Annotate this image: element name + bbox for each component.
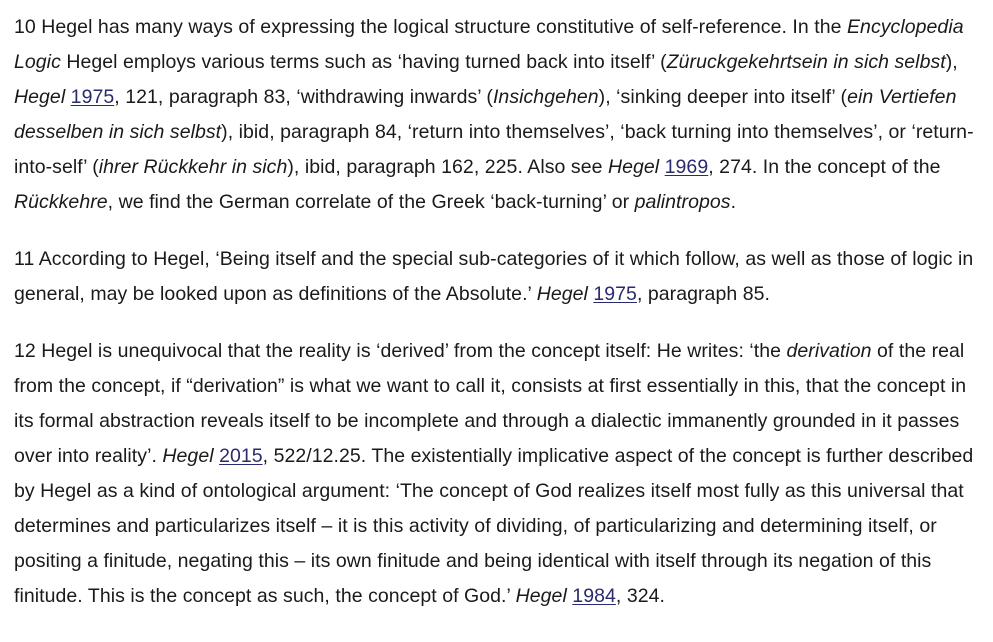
body-text: According to Hegel, ‘Being itself and the special sub-categories of it which follow, as well as those of logic in general, may be looked upon as definitions of the Absolute.’ [14,248,974,305]
footnote-11 [14,242,975,312]
emphasis-text: Hegel [162,445,214,467]
emphasis-text: Rückkehre [14,191,108,213]
body-text: ), ibid, paragraph 162, 225. Also see [287,156,608,178]
footnotes-list [14,10,975,614]
body-text: . [730,191,737,213]
footnote-number: 12 [14,340,36,362]
body-text: , 274. In the concept of the [708,156,941,178]
body-text: ), [945,51,958,73]
emphasis-text: ihrer Rückkehr in sich [98,156,288,178]
citation-link[interactable]: 1969 [664,156,709,178]
footnote-number: 10 [14,16,36,38]
emphasis-text: ein Vertiefen desselben in sich selbst [14,86,957,143]
footnote-number: 11 [14,248,35,270]
body-text: Hegel has many ways of expressing the logical structure constitutive of self-reference. In the [35,16,847,38]
body-text: Hegel is unequivocal that the reality is ‘derived’ from the concept itself: He writes: ‘the [35,340,787,362]
footnote-12 [14,334,975,614]
emphasis-text: Hegel [607,156,660,178]
emphasis-text: Züruckgekehrtsein in sich selbst [666,51,946,73]
body-text: ), ibid, paragraph 84, ‘return into themselves’, ‘back turning into themselves’, or ‘return-into-self’ ( [14,121,974,178]
emphasis-text: palintropos [634,191,731,213]
emphasis-text: Hegel [536,283,588,305]
citation-link[interactable]: 1984 [572,585,616,607]
emphasis-text: Insichgehen [492,86,599,108]
emphasis-text: derivation [786,340,872,362]
body-text: Hegel employs various terms such as ‘having turned back into itself’ ( [60,51,667,73]
emphasis-text: Hegel [515,585,567,607]
citation-link[interactable]: 1975 [70,86,115,108]
body-text: ), ‘sinking deeper into itself’ ( [598,86,848,108]
footnote-10 [14,10,975,220]
emphasis-text: Hegel [14,86,66,108]
body-text: , paragraph 85. [636,283,770,305]
body-text: , 522/12.25. The existentially implicative aspect of the concept is further described by Hegel as a kind of ontological argument: ‘The concept of God realizes itself most fully as this universal that determines and particularizes itself – it is this activity of dividing, of particularizing and determining itself, or positing a finitude, negating this – its own finitude and being identical with itself through its negation of this finitude. This is the concept as such, the concept of God.’ [14,445,974,607]
citation-link[interactable]: 1975 [593,283,637,305]
body-text: of the real from the concept, if “derivation” is what we want to call it, consists at first essentially in this, that the concept in its formal abstraction reveals itself to be incomplete and through a dialectic immanently grounded in it passes over into reality’. [14,340,967,467]
body-text: , 324. [615,585,665,607]
emphasis-text: Encyclopedia Logic [14,16,964,73]
citation-link[interactable]: 2015 [219,445,263,467]
body-text: , we find the German correlate of the Greek ‘back-turning’ or [107,191,635,213]
body-text: , 121, paragraph 83, ‘withdrawing inwards’ ( [114,86,493,108]
